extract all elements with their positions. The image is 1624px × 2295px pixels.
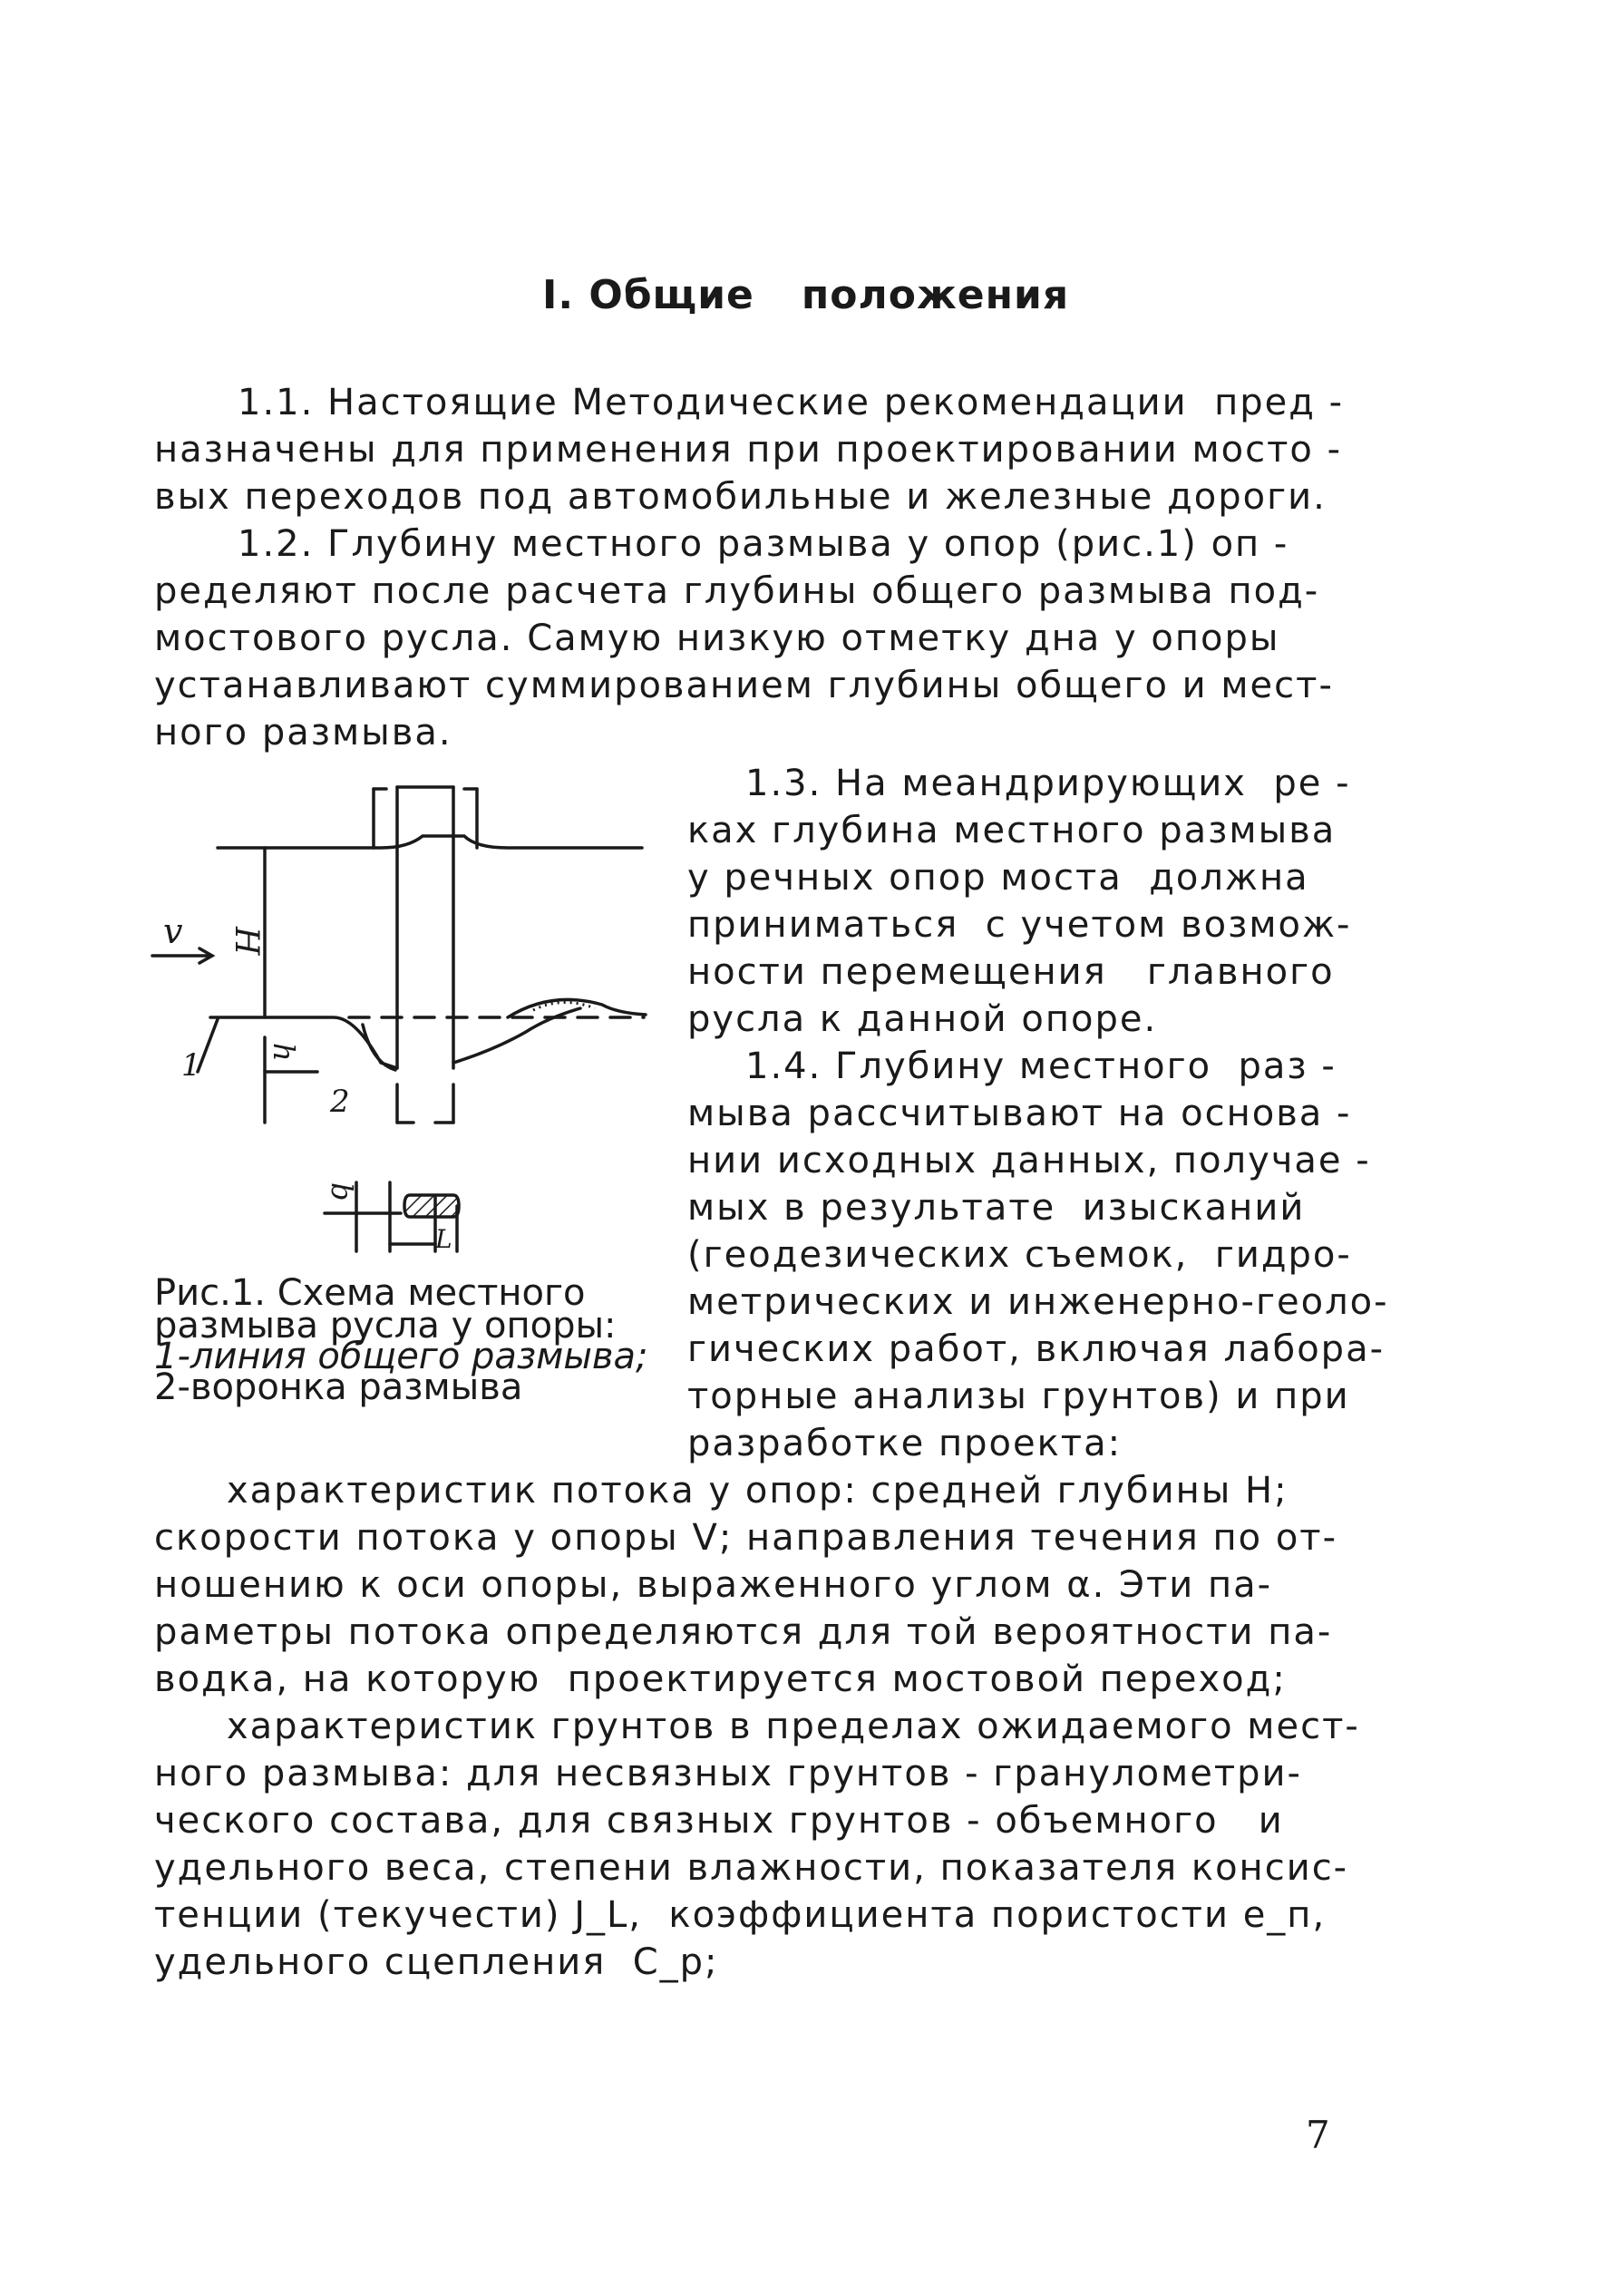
flow-params-line-5: водка, на которую проектируется мостовой переход;: [154, 1658, 1287, 1700]
label-L: L: [435, 1224, 452, 1254]
flow-params-line-4: раметры потока определяются для той вероятности па-: [154, 1611, 1333, 1653]
para-1-3-line-2: ках глубина местного размыва: [687, 810, 1337, 851]
para-1-4-line-7: гических работ, включая лабора-: [687, 1328, 1386, 1370]
para-1-3-line-1: 1.3. На меандрирующих ре -: [745, 763, 1351, 804]
para-1-2-line-1: 1.2. Глубину местного размыва у опор (рис.1) оп -: [238, 523, 1289, 565]
para-1-3-line-4: приниматься с учетом возмож-: [687, 904, 1352, 946]
scour-funnel-line: [363, 1025, 395, 1070]
soil-params-line-4: удельного веса, степени влажности, показателя консис-: [154, 1847, 1349, 1889]
para-1-4-line-1: 1.4. Глубину местного раз -: [745, 1045, 1337, 1087]
para-1-4-line-8: торные анализы грунтов) и при: [687, 1376, 1350, 1417]
para-1-4-line-3: нии исходных данных, получае -: [687, 1140, 1371, 1182]
para-1-1-line-1: 1.1. Настоящие Методические рекомендации пред -: [238, 382, 1345, 423]
soil-params-line-3: ческого состава, для связных грунтов - объемного и: [154, 1800, 1284, 1842]
label-2: 2: [330, 1084, 350, 1120]
section-title-word2: положения: [801, 272, 1070, 318]
figure-caption-line-3: 1-линия общего размыва;: [154, 1336, 648, 1377]
figure-caption-line-4: 2-воронка размыва: [154, 1366, 523, 1408]
para-1-2-line-2: ределяют после расчета глубины общего размыва под-: [154, 570, 1320, 612]
para-1-2-line-4: устанавливают суммированием глубины общего и мест-: [154, 665, 1334, 706]
para-1-1-line-3: вых переходов под автомобильные и железные дороги.: [154, 476, 1327, 518]
para-1-3-line-5: ности перемещения главного: [687, 951, 1335, 993]
label-v: v: [163, 911, 183, 951]
label-h: h: [267, 1043, 301, 1062]
label-1: 1: [181, 1047, 201, 1084]
para-1-2-line-3: мостового русла. Самую низкую отметку дна у опоры: [154, 618, 1280, 659]
flow-params-line-2: скорости потока у опоры V; направления течения по от-: [154, 1517, 1338, 1559]
para-1-3-line-3: у речных опор моста должна: [687, 857, 1309, 899]
para-1-4-line-5: (геодезических съемок, гидро-: [687, 1234, 1352, 1276]
para-1-4-line-4: мых в результате изысканий: [687, 1187, 1306, 1229]
label-b: b: [325, 1182, 359, 1201]
soil-params-line-6: удельного сцепления C_p;: [154, 1941, 719, 1983]
flow-params-line-1: характеристик потока у опор: средней глубины H;: [227, 1470, 1289, 1512]
para-1-1-line-2: назначены для применения при проектировании мосто -: [154, 429, 1343, 471]
soil-params-line-1: характеристик грунтов в пределах ожидаемого мест-: [227, 1706, 1360, 1747]
para-1-4-line-2: мыва рассчитывают на основа -: [687, 1093, 1352, 1134]
water-surface-line: [218, 836, 642, 848]
page-number: 7: [1306, 2113, 1330, 2157]
para-1-3-line-6: русла к данной опоре.: [687, 998, 1158, 1040]
para-1-4-line-9: разработке проекта:: [687, 1423, 1123, 1464]
figure-caption-line-1: Рис.1. Схема местного: [154, 1272, 586, 1314]
section-title-word1: Общие: [588, 272, 754, 318]
figure-caption-line-2: размыва русла у опоры:: [154, 1305, 617, 1347]
section-number: I.: [542, 272, 575, 318]
label-H: H: [228, 927, 265, 956]
pier-plan-section: [404, 1195, 459, 1217]
soil-params-line-2: ного размыва: для несвязных грунтов - гранулометри-: [154, 1753, 1302, 1794]
flow-params-line-3: ношению к оси опоры, выраженного углом α. Эти па-: [154, 1564, 1273, 1606]
para-1-2-line-5: ного размыва.: [154, 712, 452, 754]
soil-params-line-5: тенции (текучести) J_L, коэффициента пористости e_п,: [154, 1894, 1327, 1936]
para-1-4-line-6: метрических и инженерно-геоло-: [687, 1281, 1389, 1323]
